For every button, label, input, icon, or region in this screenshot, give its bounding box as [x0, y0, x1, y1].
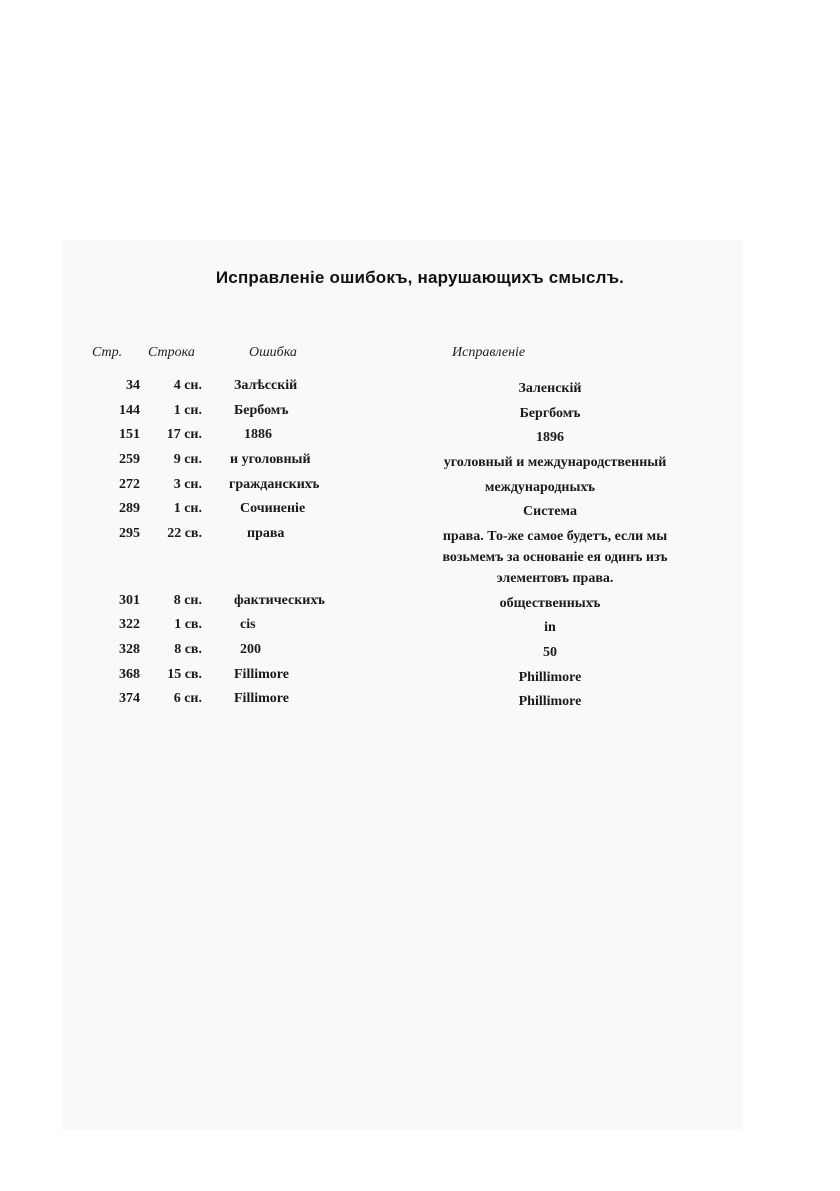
correction-text: 50: [543, 645, 557, 660]
error-text: 1886: [244, 427, 272, 442]
correction-text: общественныхъ: [499, 596, 601, 611]
page-number: 295: [119, 526, 140, 541]
page-number: 322: [119, 617, 140, 632]
line-number: 4 сн.: [173, 378, 202, 393]
header-error: Ошибка: [249, 345, 297, 360]
error-text: фактическихъ: [234, 593, 325, 608]
correction-text: 1896: [536, 430, 564, 445]
header-page: Стр.: [92, 345, 123, 360]
correction-text-line-3: элементовъ права.: [496, 571, 614, 586]
page-number: 289: [119, 501, 140, 516]
line-number: 1 сн.: [173, 403, 202, 418]
correction-text: in: [544, 620, 556, 635]
line-number: 8 сн.: [173, 593, 202, 608]
page-number: 34: [126, 378, 140, 393]
error-text: 200: [240, 642, 261, 657]
page-number: 301: [119, 593, 140, 608]
line-number: 1 сн.: [173, 501, 202, 516]
page-title: Исправленіе ошибокъ, нарушающихъ смыслъ.: [215, 268, 625, 287]
error-text: гражданскихъ: [229, 477, 320, 492]
error-text: Залѣсскій: [234, 378, 298, 393]
page-number: 368: [119, 667, 140, 682]
correction-text: международныхъ: [484, 480, 596, 495]
header-line: Строка: [148, 345, 195, 360]
line-number: 17 сн.: [166, 427, 202, 442]
line-number: 15 св.: [167, 667, 202, 682]
error-text: cis: [240, 617, 256, 632]
correction-text-line-2: возьмемъ за основаніе ея одинъ изъ: [442, 550, 668, 565]
line-number: 6 сн.: [173, 691, 202, 706]
correction-text: Phillimore: [518, 670, 582, 685]
page-number: 259: [119, 452, 140, 467]
line-number: 3 сн.: [173, 477, 202, 492]
error-text: Сочиненіе: [240, 501, 306, 516]
correction-text: Заленскій: [518, 381, 582, 396]
correction-text: Бергбомъ: [519, 406, 581, 421]
line-number: 1 св.: [174, 617, 202, 632]
page-number: 144: [119, 403, 140, 418]
error-text: Fillimore: [234, 691, 289, 706]
header-correction: Исправленіе: [452, 345, 526, 360]
page-number: 272: [119, 477, 140, 492]
line-number: 22 св.: [167, 526, 202, 541]
error-text: права: [247, 526, 285, 541]
correction-text: уголовный и международственный: [443, 455, 667, 470]
correction-text-line-1: права. То-же самое будетъ, если мы: [442, 529, 668, 544]
page-number: 151: [119, 427, 140, 442]
line-number: 8 св.: [174, 642, 202, 657]
error-text: Fillimore: [234, 667, 289, 682]
page-number: 374: [119, 691, 140, 706]
correction-text: Phillimore: [518, 694, 582, 709]
error-text: и уголовный: [230, 452, 311, 467]
error-text: Бербомъ: [234, 403, 289, 418]
line-number: 9 сн.: [173, 452, 202, 467]
page-number: 328: [119, 642, 140, 657]
correction-text: Система: [523, 504, 577, 519]
